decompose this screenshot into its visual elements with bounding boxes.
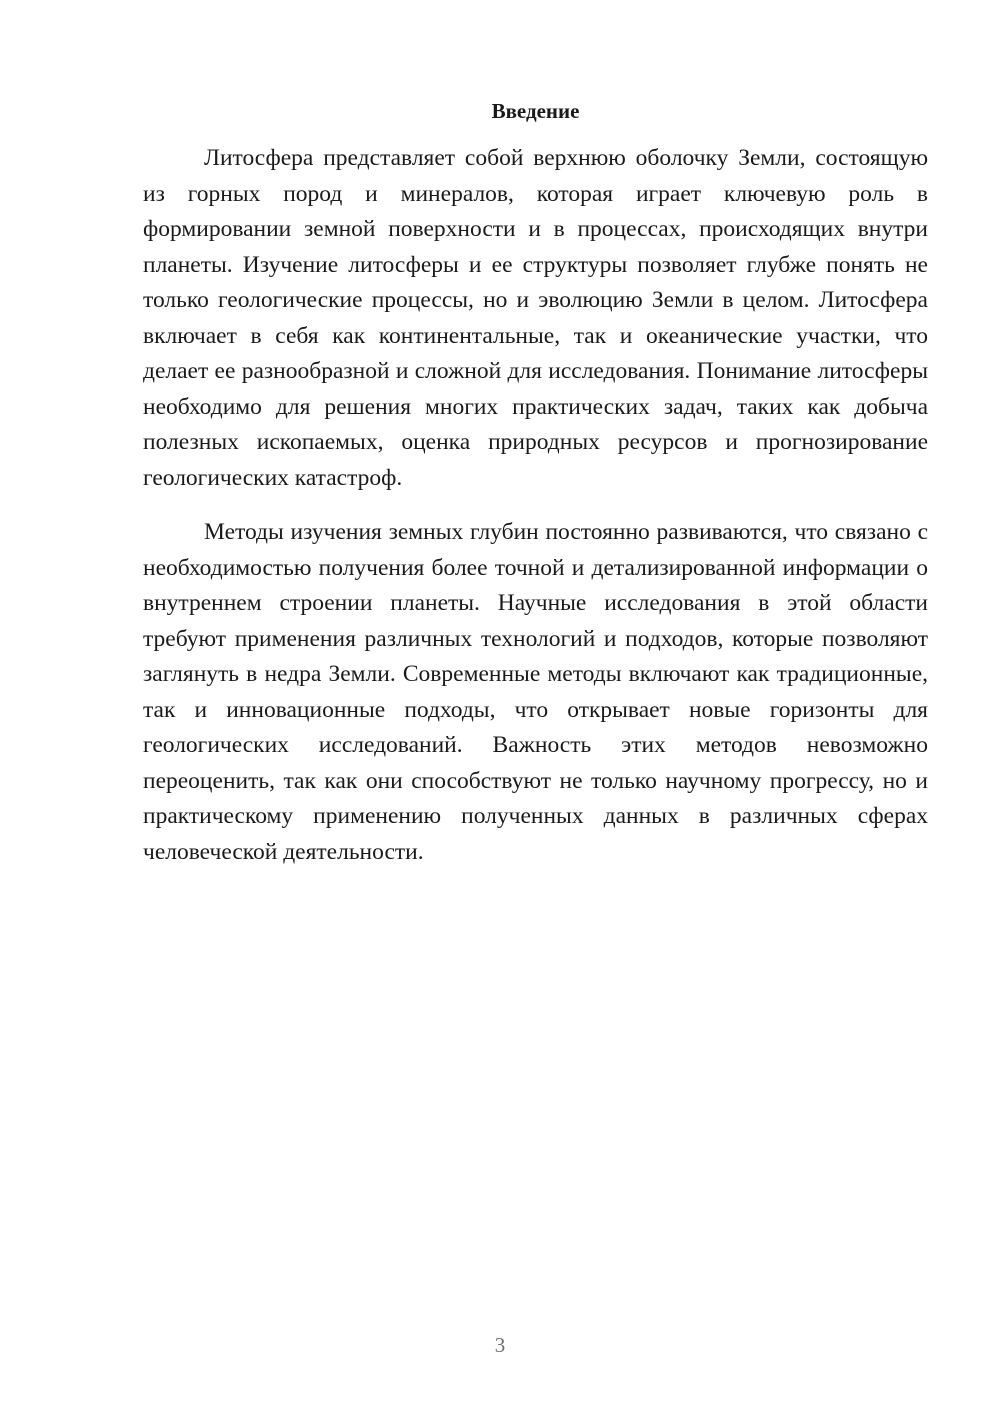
section-heading: Введение <box>491 99 580 123</box>
paragraph-methods: Методы изучения земных глубин постоянно развиваются, что связано с необходимостью получения более точной и детализированной информации о внутреннем строении планеты. Научные исследования в этой области требуют применения различных технологий и подходов, которые позволяют заглянуть в недра Земли. Современные методы включают как традиционные, так и инновационные подходы, что открывает новые горизонты для геологических исследований. Важность этих методов невозможно переоценить, так как они способствуют не только научному прогрессу, но и практическому применению полученных данных в различных сферах человеческой деятельности. <box>143 519 928 865</box>
paragraph-lithosphere: Литосфера представляет собой верхнюю оболочку Земли, состоящую из горных пород и минералов, которая играет ключевую роль в формировании земной поверхности и в процессах, происходящих внутри планеты. Изучение литосферы и ее структуры позволяет глубже понять не только геологические процессы, но и эволюцию Земли в целом. Литосфера включает в себя как континентальные, так и океанические участки, что делает ее разнообразной и сложной для исследования. Понимание литосферы необходимо для решения многих практических задач, таких как добыча полезных ископаемых, оценка природных ресурсов и прогнозирование геологических катастроф. <box>143 145 928 491</box>
page-number: 3 <box>494 1333 506 1357</box>
